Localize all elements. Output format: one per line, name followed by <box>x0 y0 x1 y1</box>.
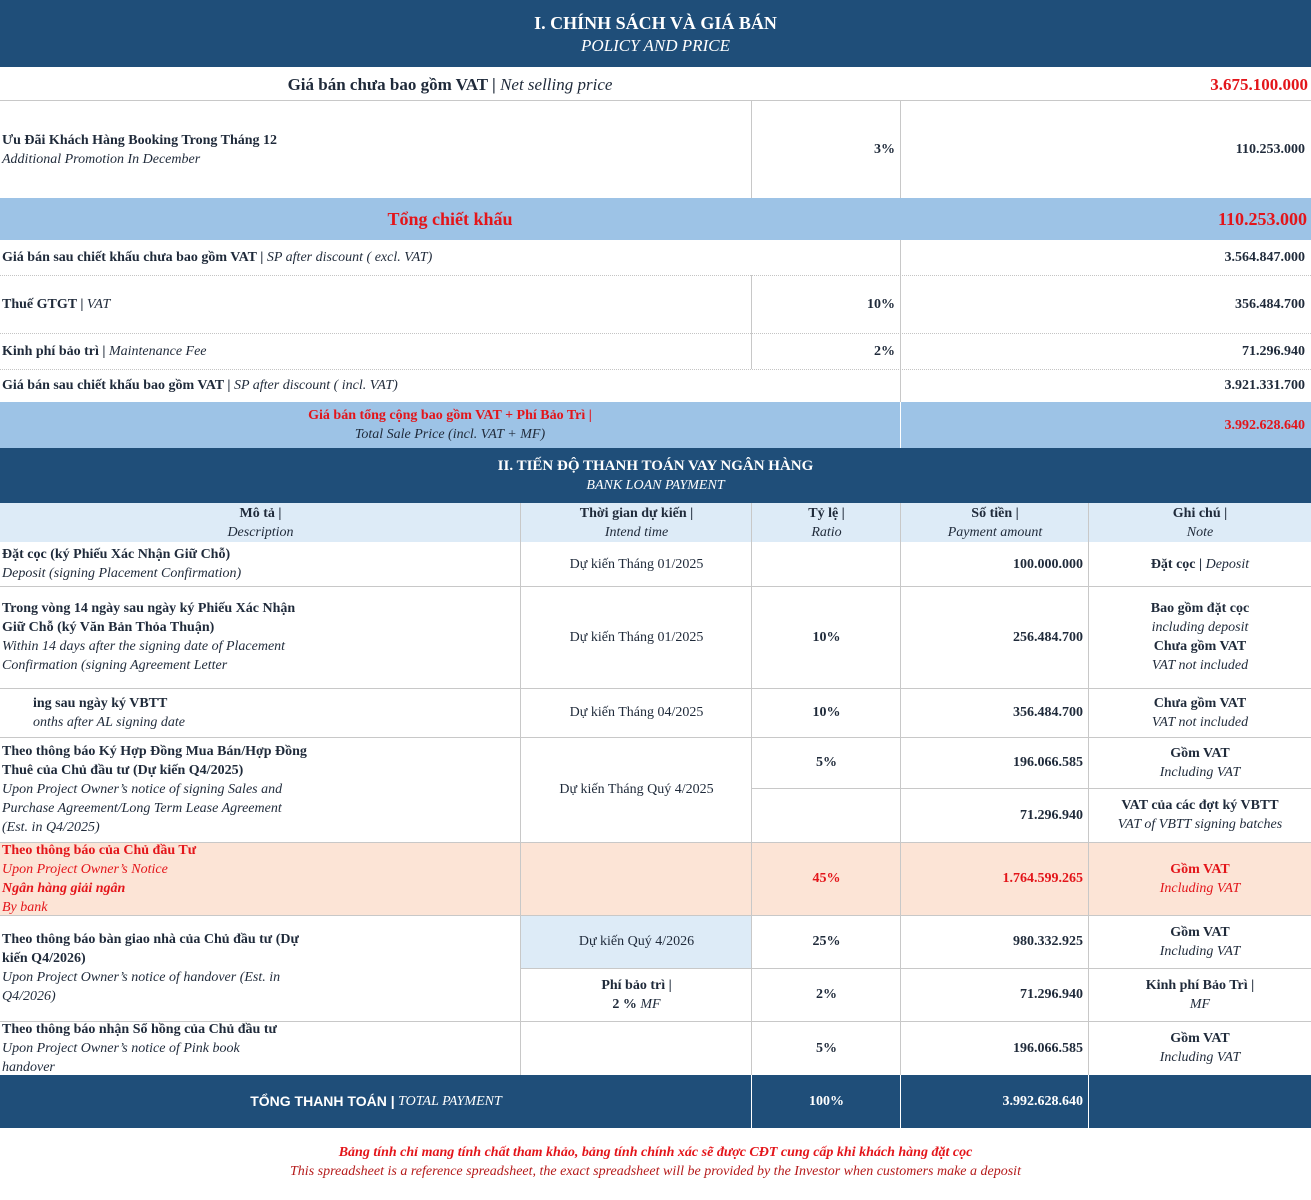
section2-title: II. TIẾN ĐỘ THANH TOÁN VAY NGÂN HÀNG <box>497 457 814 474</box>
total-payment-amount: 3.992.628.640 <box>1002 1094 1083 1109</box>
after-discount-excl-row <box>0 240 1311 275</box>
col-header-intend-time: Thời gian dự kiến | Intend time <box>579 505 694 540</box>
maintenance-label-en: Maintenance Fee <box>108 343 207 359</box>
total-sale-price-value: 3.992.628.640 <box>1224 417 1305 433</box>
total-sale-price-row <box>0 402 1311 448</box>
payment-row-bank-disbursement: Theo thông báo của Chủ đầu Tư Upon Project Owner’s Notice Ngân hàng giải ngân By bank 45% 1.764.599.265 Gồm VAT Including VAT <box>2 842 1241 915</box>
payment-row-deposit: Đặt cọc (ký Phiếu Xác Nhận Giữ Chỗ) Deposit (signing Placement Confirmation) Dự kiến Tháng 01/2025 100.000.000 Đặt cọc | Deposit <box>2 547 1250 581</box>
disclaimer <box>0 1128 1311 1200</box>
total-payment-label-vi: TỔNG THANH TOÁN | <box>250 1093 395 1109</box>
section2-header <box>0 448 1311 503</box>
net-price-label-en: Net selling price <box>500 74 613 94</box>
maintenance-ratio: 2% <box>874 343 895 359</box>
col-header-description: Mô tả | Description <box>227 505 294 540</box>
vat-label-vi: Thuế GTGT | <box>2 296 84 312</box>
col-header-payment-amount: Số tiền | Payment amount <box>947 505 1043 540</box>
payment-row-agreement-letter: Trong vòng 14 ngày sau ngày ký Phiếu Xác Nhận Giữ Chỗ (ký Văn Bản Thỏa Thuận) Within 14 days after the signing date of Placement Confirmation (signing Agreement Letter Dự kiến Tháng 01/2025 10% 256.484.700 Bao gồm đặt cọc including deposit Chưa gồm VAT VAT not included <box>2 601 1250 673</box>
promotion-value: 110.253.000 <box>1235 142 1305 157</box>
maintenance-row <box>0 333 1311 369</box>
vat-ratio: 10% <box>867 296 895 312</box>
col-header-ratio: Tỷ lệ | Ratio <box>808 505 845 540</box>
promotion-label-en: Additional Promotion In December <box>2 151 201 167</box>
total-discount-value: 110.253.000 <box>1217 208 1307 229</box>
total-sale-price-label-vi: Giá bán tổng cộng bao gồm VAT + Phí Bảo Trì | <box>308 408 592 423</box>
section1-subtitle: POLICY AND PRICE <box>581 36 730 55</box>
total-payment-ratio: 100% <box>809 1094 844 1109</box>
payment-row-after-vbtt: ing sau ngày ký VBTT onths after AL signing date Dự kiến Tháng 04/2025 10% 356.484.700 Chưa gồm VAT VAT not included <box>33 695 1249 730</box>
after-discount-incl-label-vi: Giá bán sau chiết khấu bao gồm VAT | <box>2 378 231 393</box>
total-payment-label-en: TOTAL PAYMENT <box>398 1094 502 1109</box>
after-discount-incl-label-en: SP after discount ( incl. VAT) <box>233 378 398 393</box>
after-discount-incl-value: 3.921.331.700 <box>1224 378 1305 393</box>
after-discount-excl-label-en: SP after discount ( excl. VAT) <box>266 250 433 265</box>
promotion-ratio: 3% <box>874 142 895 157</box>
total-discount-label: Tổng chiết khấu <box>387 208 513 229</box>
payment-row-pink-book: Theo thông báo nhận Sổ hồng của Chủ đầu tư Upon Project Owner’s notice of Pink book handover 5% 196.066.585 Gồm VAT Including VAT <box>2 1021 1241 1075</box>
net-price-value: 3.675.100.000 <box>1210 74 1308 94</box>
total-payment-row <box>0 1075 1311 1128</box>
disclaimer-vi: Bảng tính chỉ mang tính chất tham khảo, bảng tính chính xác sẽ được CĐT cung cấp khi khách hàng đặt cọc <box>338 1145 973 1160</box>
col-header-note: Ghi chú | Note <box>1172 505 1228 540</box>
payment-table-header <box>0 503 1311 542</box>
net-price-row <box>0 67 1311 101</box>
payment-row-spa: Theo thông báo Ký Hợp Đồng Mua Bán/Hợp Đồng Thuê của Chủ đầu tư (Dự kiến Q4/2025) Upon Project Owner’s notice of signing Sales and Purchase Agreement/Long Term Lease Agreement (Est. in Q4/2025) Dự kiến Tháng Quý 4/2025 5% 196.066.585 Gồm VAT Including VAT 71.296.940 VAT của các đợt ký VBTT VAT of VBTT signing batches <box>2 744 1283 835</box>
net-price-label-vi: Giá bán chưa bao gồm VAT | <box>287 74 496 94</box>
total-discount-row <box>0 198 1311 240</box>
promotion-label-vi: Ưu Đãi Khách Hàng Booking Trong Tháng 12 <box>2 132 278 148</box>
vat-label-en: VAT <box>86 296 111 312</box>
after-discount-incl-row <box>0 369 1311 402</box>
total-sale-price-label-en: Total Sale Price (incl. VAT + MF) <box>354 427 546 442</box>
promotion-row <box>0 101 1311 198</box>
vat-value: 356.484.700 <box>1235 296 1305 312</box>
disclaimer-en: This spreadsheet is a reference spreadsheet, the exact spreadsheet will be provided by the Investor when customers make a deposit <box>290 1164 1021 1179</box>
after-discount-excl-label-vi: Giá bán sau chiết khấu chưa bao gồm VAT | <box>2 250 264 265</box>
after-discount-excl-value: 3.564.847.000 <box>1224 250 1305 265</box>
payment-row-handover: Theo thông báo bàn giao nhà của Chủ đầu tư (Dự kiến Q4/2026) Upon Project Owner’s notice of handover (Est. in Q4/2026) Dự kiến Quý 4/2026 25% 980.332.925 Gồm VAT Including VAT Phí bảo trì | 2 % MF 2% 71.296.940 Kinh phí Bảo Trì | MF <box>2 924 1255 1012</box>
section1-header <box>0 0 1311 67</box>
vat-row <box>0 275 1311 333</box>
maintenance-value: 71.296.940 <box>1242 343 1305 359</box>
section2-subtitle: BANK LOAN PAYMENT <box>586 477 725 493</box>
maintenance-label-vi: Kinh phí bảo trì | <box>2 343 106 359</box>
section1-title: I. CHÍNH SÁCH VÀ GIÁ BÁN <box>534 13 777 33</box>
